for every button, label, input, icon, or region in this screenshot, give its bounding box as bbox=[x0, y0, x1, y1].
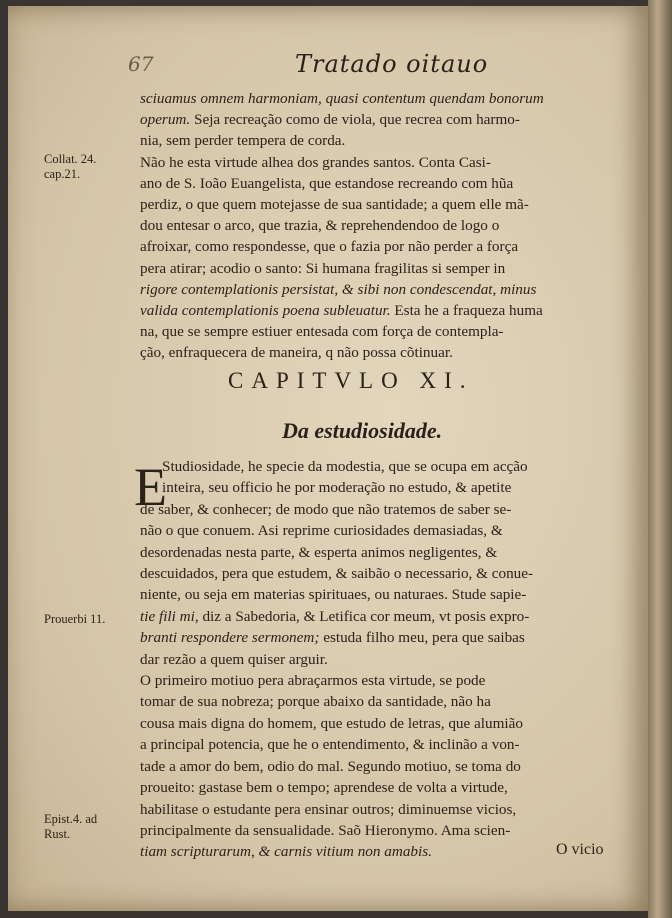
roman-text: niente, ou seja em materias spirituaes, ou naturaes. Stude sapie- bbox=[140, 586, 527, 604]
text-line bbox=[140, 670, 620, 691]
text-line bbox=[140, 713, 620, 734]
text-line bbox=[140, 194, 620, 215]
roman-text: habilitase o estudante pera ensinar outros; diminuemse vicios, bbox=[140, 800, 517, 818]
text-line bbox=[140, 300, 620, 321]
margin-note-epist bbox=[44, 812, 97, 842]
italic-latin-text: valida contemplationis poena subleuatur. bbox=[140, 302, 391, 320]
roman-text: perdiz, o que quem motejasse de sua santidade; a quem elle mã- bbox=[140, 196, 529, 214]
text-line bbox=[140, 109, 620, 130]
chapter-heading: CAPITVLO XI. bbox=[228, 368, 474, 393]
roman-text: descuidados, pera que estudem, & saibão o necessario, & conue- bbox=[140, 565, 534, 583]
roman-text: dou entesar o arco, que trazia, & reprehendendoo de logo o bbox=[140, 217, 500, 235]
roman-text: O primeiro motiuo pera abraçarmos esta virtude, se pode bbox=[140, 672, 486, 690]
text-line bbox=[140, 841, 620, 862]
passage-two bbox=[140, 456, 620, 863]
folio-number: 67 bbox=[128, 52, 154, 76]
text-line bbox=[140, 563, 620, 584]
text-line bbox=[140, 820, 620, 841]
roman-text: estuda filho meu, pera que saibas bbox=[319, 629, 525, 647]
italic-latin-text: branti respondere sermonem; bbox=[140, 629, 320, 647]
text-line bbox=[140, 734, 620, 755]
margin-note-line: Collat. 24. bbox=[44, 152, 97, 166]
roman-text: cousa mais digna do homem, que estudo de letras, que alumião bbox=[140, 714, 523, 732]
text-line bbox=[140, 542, 620, 563]
italic-latin-text: operum. bbox=[140, 111, 191, 129]
text-line bbox=[140, 173, 620, 194]
text-line bbox=[140, 777, 620, 798]
text-line bbox=[140, 88, 620, 109]
text-line bbox=[140, 236, 620, 257]
text-line bbox=[140, 456, 620, 477]
roman-text: Seja recreação como de viola, que recrea com harmo- bbox=[190, 111, 520, 129]
roman-text: inteira, seu officio he por moderação no estudo, & apetite bbox=[162, 479, 512, 497]
italic-latin-text: sciuamus omnem harmoniam, quasi contentum quendam bonorum bbox=[140, 90, 544, 107]
roman-text: tomar de sua nobreza; porque abaixo da santidade, não ha bbox=[140, 693, 491, 711]
margin-note-line: cap.21. bbox=[44, 167, 81, 181]
italic-latin-text: tiam scripturarum, & carnis vitium non amabis. bbox=[140, 843, 432, 861]
text-line bbox=[140, 606, 620, 627]
roman-text: na, que se sempre estiuer entesada com força de contempla- bbox=[140, 323, 504, 341]
roman-text: nia, sem perder tempera de corda. bbox=[140, 132, 346, 150]
roman-text: proueito: gastase bem o tempo; aprendese de volta a virtude, bbox=[140, 779, 508, 797]
text-line bbox=[140, 130, 620, 151]
roman-text: desordenadas nesta parte, & esperta animos negligentes, & bbox=[140, 543, 498, 561]
text-line bbox=[140, 627, 620, 648]
roman-text: principalmente da sensualidade. Saõ Hieronymo. Ama scien- bbox=[140, 821, 511, 839]
catchword: O vicio bbox=[556, 841, 604, 858]
text-line bbox=[140, 649, 620, 670]
roman-text: dar rezão a quem quiser arguir. bbox=[140, 650, 328, 668]
text-line bbox=[140, 691, 620, 712]
running-head: Tratado oitauo bbox=[295, 50, 489, 78]
text-line bbox=[140, 279, 620, 300]
margin-note-line: Epist.4. ad bbox=[44, 812, 98, 826]
text-line bbox=[140, 499, 620, 520]
text-line bbox=[140, 477, 620, 498]
roman-text: Não he esta virtude alhea dos grandes santos. Conta Casi- bbox=[140, 153, 491, 171]
text-line bbox=[140, 215, 620, 236]
roman-text: não o que conuem. Asi reprime curiosidades demasiadas, & bbox=[140, 522, 503, 540]
text-line bbox=[140, 520, 620, 541]
roman-text: afroixar, como respondesse, que o fazia por não perder a força bbox=[140, 238, 519, 256]
roman-text: ção, enfraquecera de maneira, q não possa cõtinuar. bbox=[140, 344, 453, 362]
roman-text: ano de S. Ioão Euangelista, que estandose recreando com hũa bbox=[140, 174, 514, 192]
text-line bbox=[140, 756, 620, 777]
roman-text: diz a Sabedoria, & Letifica cor meum, vt posis expro- bbox=[198, 607, 530, 625]
roman-text: de saber, & conhecer; de modo que não tratemos de saber se- bbox=[140, 500, 512, 518]
book-gutter bbox=[648, 0, 672, 918]
text-line bbox=[140, 152, 620, 173]
text-line bbox=[140, 584, 620, 605]
italic-latin-text: rigore contemplationis persistat, & sibi non condescendat, minus bbox=[140, 280, 537, 298]
roman-text: tade a amor do bem, odio do mal. Segundo motiuo, se toma do bbox=[140, 757, 521, 775]
margin-note-line: Rust. bbox=[44, 827, 71, 841]
text-line bbox=[140, 258, 620, 279]
italic-latin-text: tie fili mi, bbox=[140, 607, 199, 625]
chapter-subtitle: Da estudiosidade. bbox=[282, 418, 443, 443]
drop-cap: E bbox=[134, 457, 167, 517]
roman-text: Studiosidade, he specie da modestia, que se ocupa em acção bbox=[162, 458, 528, 475]
roman-text: pera atirar; acodio o santo: Si humana fragilitas si semper in bbox=[140, 259, 506, 277]
roman-text: Esta he a fraqueza huma bbox=[390, 302, 543, 320]
passage-one bbox=[140, 88, 620, 364]
margin-note-line: Prouerbi 11. bbox=[44, 612, 106, 626]
margin-note-collat bbox=[44, 152, 96, 182]
text-line bbox=[140, 321, 620, 342]
roman-text: a principal potencia, que he o entendimento, & inclinão a von- bbox=[140, 736, 520, 754]
margin-note-prouerb bbox=[44, 612, 105, 627]
text-line bbox=[140, 799, 620, 820]
text-line bbox=[140, 342, 620, 363]
